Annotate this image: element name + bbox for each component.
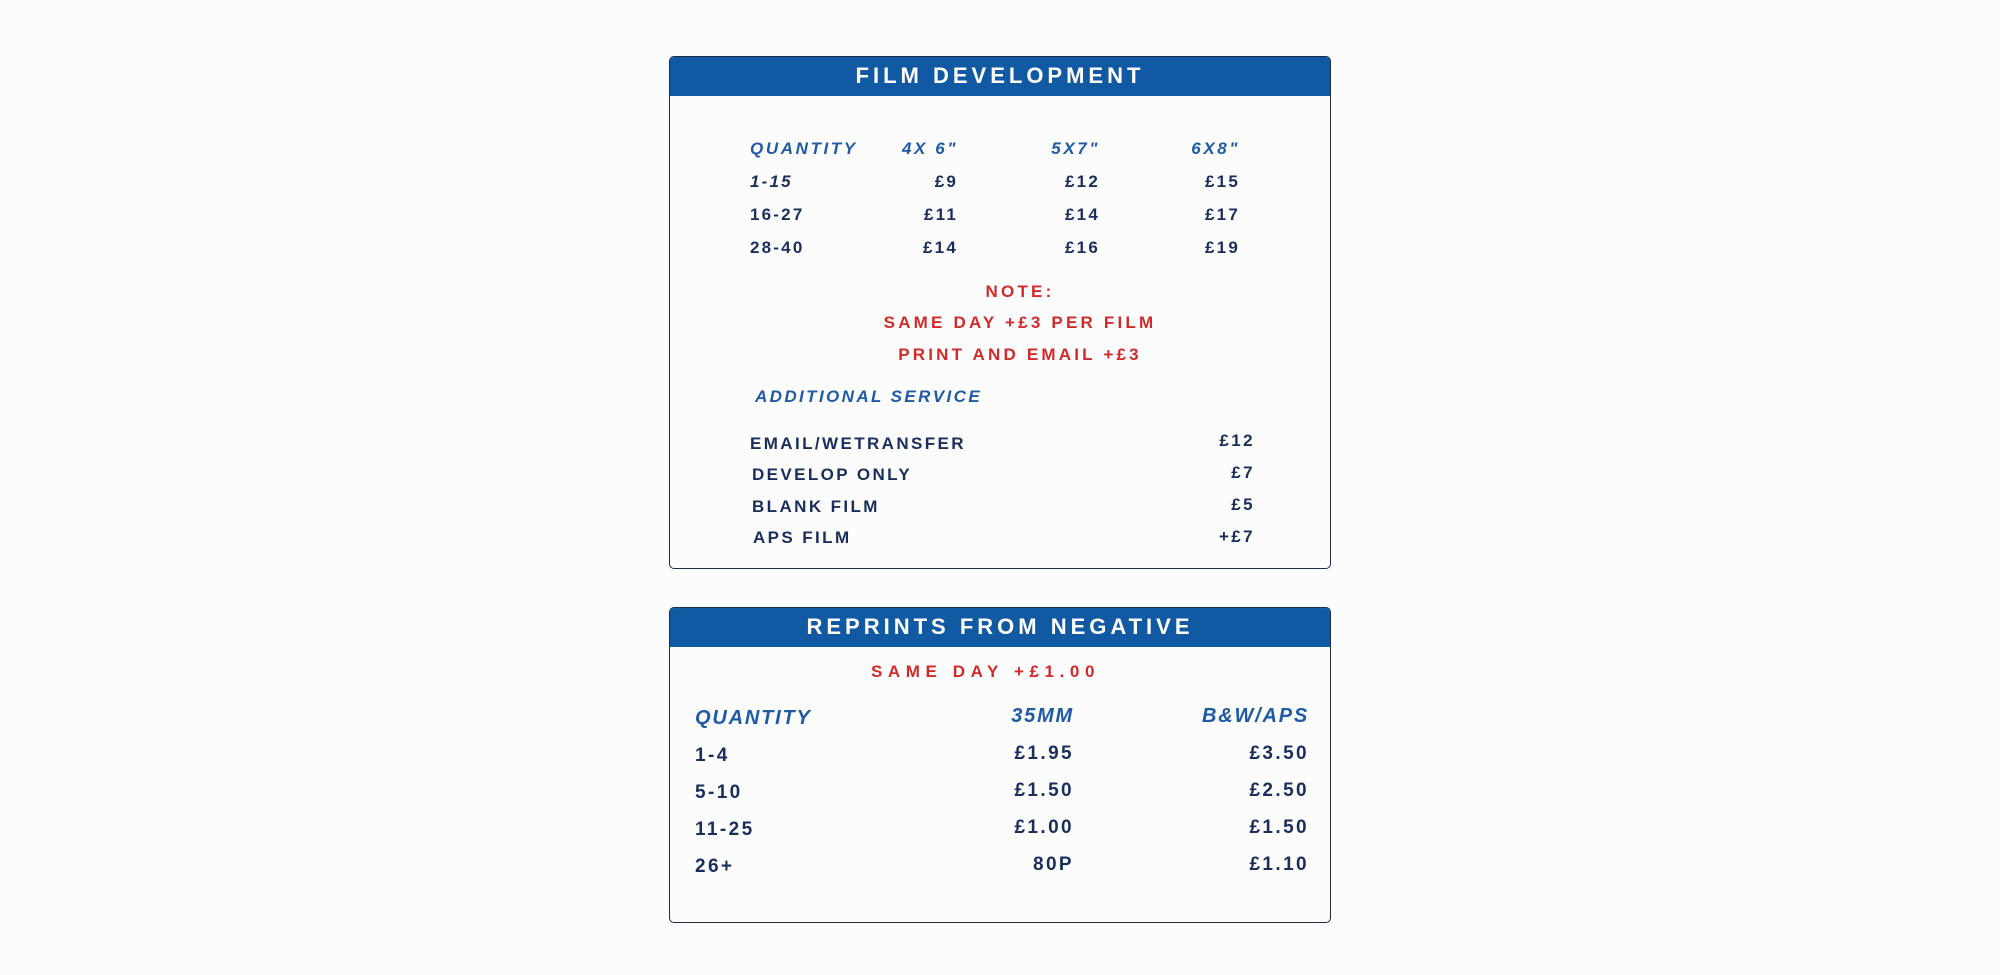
additional-service-heading: ADDITIONAL SERVICE — [755, 387, 983, 406]
service-price: £12 — [1219, 431, 1255, 450]
table-cell-price: £1.50 — [1249, 817, 1309, 838]
film-development-title: FILM DEVELOPMENT — [670, 57, 1330, 96]
col-header-5x7: 5X7" — [1051, 139, 1100, 158]
table-row-quantity: 1-4 — [695, 745, 730, 766]
col-header-bw-aps: B&W/APS — [1201, 705, 1309, 727]
table-row-quantity: 16-27 — [750, 205, 805, 224]
col-header-quantity: QUANTITY — [750, 139, 858, 158]
table-cell-price: £14 — [923, 238, 958, 257]
table-row-quantity: 11-25 — [695, 819, 755, 840]
table-cell-price: £11 — [923, 205, 958, 224]
reprints-card — [669, 607, 1331, 923]
table-cell-price: £3.50 — [1249, 743, 1309, 764]
table-cell-price: £9 — [934, 172, 958, 191]
service-price: £5 — [1231, 495, 1255, 514]
note-print-email: PRINT AND EMAIL +£3 — [898, 345, 1142, 364]
table-row-quantity: 5-10 — [695, 782, 743, 803]
service-price: £7 — [1231, 463, 1255, 482]
col-header-35mm: 35MM — [1011, 705, 1074, 727]
col-header-quantity: QUANTITY — [695, 707, 812, 729]
service-price: +£7 — [1218, 527, 1255, 546]
table-cell-price: £12 — [1065, 172, 1100, 191]
reprints-title: REPRINTS FROM NEGATIVE — [670, 608, 1330, 647]
table-cell-price: £15 — [1205, 172, 1240, 191]
table-cell-price: 80P — [1032, 854, 1074, 875]
table-cell-price: £1.10 — [1249, 854, 1309, 875]
col-header-6x8: 6X8" — [1191, 139, 1240, 158]
service-label: DEVELOP ONLY — [752, 465, 913, 484]
table-cell-price: £19 — [1205, 238, 1240, 257]
film-development-card — [669, 56, 1331, 569]
same-day-note: SAME DAY +£1.00 — [870, 662, 1101, 681]
table-cell-price: £2.50 — [1249, 780, 1309, 801]
table-row-quantity: 26+ — [695, 856, 735, 877]
service-label: EMAIL/WETRANSFER — [750, 434, 966, 453]
note-same-day: SAME DAY +£3 PER FILM — [883, 313, 1157, 332]
service-label: BLANK FILM — [752, 497, 880, 516]
table-row-quantity: 28-40 — [750, 238, 805, 257]
col-header-4x6: 4X 6" — [901, 139, 958, 158]
service-label: APS FILM — [753, 528, 852, 547]
table-cell-price: £1.95 — [1014, 743, 1074, 764]
table-cell-price: £14 — [1065, 205, 1100, 224]
table-row-quantity: 1-15 — [750, 172, 793, 191]
table-cell-price: £1.00 — [1014, 817, 1074, 838]
table-cell-price: £17 — [1205, 205, 1240, 224]
note-heading: NOTE: — [985, 282, 1055, 301]
table-cell-price: £1.50 — [1014, 780, 1074, 801]
table-cell-price: £16 — [1065, 238, 1100, 257]
